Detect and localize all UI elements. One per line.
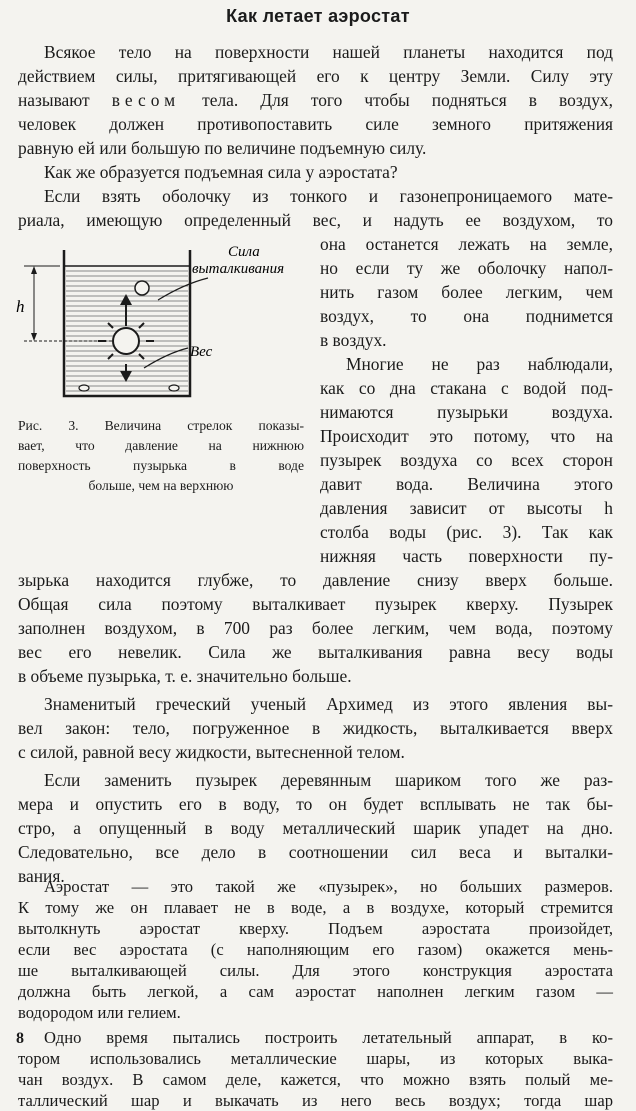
text-line: вес его невелик. Сила же выталкивания равна весу воды [18, 642, 613, 662]
text-line: стро, а опущенный в воду металлический шарик упадет на дно. [18, 818, 613, 838]
text-line: Если взять оболочку из тонкого и газонепроницаемого мате- [44, 186, 613, 206]
weight-label: Вес [190, 344, 213, 360]
text-line: с силой, равной весу жидкости, вытесненной телом. [18, 742, 405, 762]
page-title: Как летает аэростат [226, 6, 410, 26]
text-span: называют [18, 90, 90, 110]
text-line: Следовательно, все дело в соотношении сил веса и выталки- [18, 842, 613, 862]
text-line: должна быть легкой, а сам аэростат наполнен легким газом — [18, 982, 613, 1001]
text-line: Всякое тело на поверхности нашей планеты находится под [44, 42, 613, 62]
text-line: К тому же он плавает не в воде, а в воздухе, который стремится [18, 898, 613, 917]
text-line: Многие не раз наблюдали, [346, 354, 613, 374]
figure-caption-line: больше, чем на верхнюю [88, 478, 234, 493]
text-line: но если ту же оболочку напол- [320, 258, 613, 278]
text-line: вытолкнуть аэростат кверху. Подъем аэростата произойдет, [18, 919, 613, 938]
text-line: риала, имеющую определенный вес, и надуть ее воздухом, то [18, 210, 613, 230]
text-line: вел закон: тело, погруженное в жидкость, выталкивается вверх [18, 718, 613, 738]
force-label-line1: Сила [228, 244, 260, 260]
figure-caption-line: поверхность пузырька в воде [18, 458, 304, 473]
text-line [18, 88, 613, 112]
text-line: вания. [18, 866, 65, 886]
text-line: действием силы, притягивающей его к центру Земли. Силу эту [18, 66, 613, 86]
text-line: в воздух. [320, 330, 387, 350]
figure-glass-bubble [8, 238, 308, 413]
force-label-line2: выталкивания [192, 261, 285, 277]
text-line: таллический шар и выкачать из него весь воздух; тогда шар [18, 1091, 613, 1110]
figure-caption-line: Рис. 3. Величина стрелок показы- [18, 418, 304, 433]
text-line: Знаменитый греческий ученый Архимед из этого явления вы- [44, 694, 613, 714]
text-line: зырька находится глубже, то давление снизу вверх больше. [18, 570, 613, 590]
figure-caption-line: вает, что давление на нижнюю [18, 438, 304, 453]
text-line: чан воздух. В самом деле, кажется, что можно взять полый ме- [18, 1070, 613, 1089]
text-line: равную ей или большую по величине подъемную силу. [18, 138, 427, 158]
text-line: Происходит это потому, что на [320, 426, 613, 446]
text-span: тела. Для того чтобы подняться в воздух, [202, 90, 613, 110]
text-line: заполнен воздухом, в 700 раз более легким, чем вода, поэтому [18, 618, 613, 638]
text-line: нимаются пузырьки воздуха. [320, 402, 613, 422]
text-line: если вес аэростата (с наполняющим его газом) окажется мень- [18, 940, 613, 959]
h-label: h [16, 297, 25, 316]
text-line: давления зависит от высоты h [320, 498, 613, 518]
text-line: Общая сила поэтому выталкивает пузырек кверху. Пузырек [18, 594, 613, 614]
text-line: ше выталкивающей силы. Для этого конструкция аэростата [18, 961, 613, 980]
text-line: Аэростат — это такой же «пузырек», но больших размеров. [44, 877, 613, 896]
text-line: нить газом более легким, чем [320, 282, 613, 302]
text-line: пузырек воздуха со всех сторон [320, 450, 613, 470]
text-line: тором использовались металлические шары, из которых выка- [18, 1049, 613, 1068]
text-line: Если заменить пузырек деревянным шариком того же раз- [44, 770, 613, 790]
text-line: она останется лежать на земле, [320, 234, 613, 254]
text-line: столба воды (рис. 3). Так как [320, 522, 613, 542]
text-line: Как же образуется подъемная сила у аэростата? [44, 162, 398, 182]
text-line: как со дна стакана с водой под- [320, 378, 613, 398]
page-number: 8 [16, 1030, 24, 1047]
text-line: мера и опустить его в воду, то он будет всплывать не так бы- [18, 794, 613, 814]
emphasized-word: весом [111, 90, 181, 110]
text-line: нижняя часть поверхности пу- [320, 546, 613, 566]
text-line: Одно время пытались построить летательный аппарат, в ко- [44, 1028, 613, 1047]
text-line: давит вода. Величина этого [320, 474, 613, 494]
text-line: воздух, то она поднимется [320, 306, 613, 326]
text-line: в объеме пузырька, т. е. значительно больше. [18, 666, 352, 686]
text-line: водородом или гелием. [18, 1003, 181, 1022]
text-line: человек должен противопоставить силе земного притяжения [18, 114, 613, 134]
